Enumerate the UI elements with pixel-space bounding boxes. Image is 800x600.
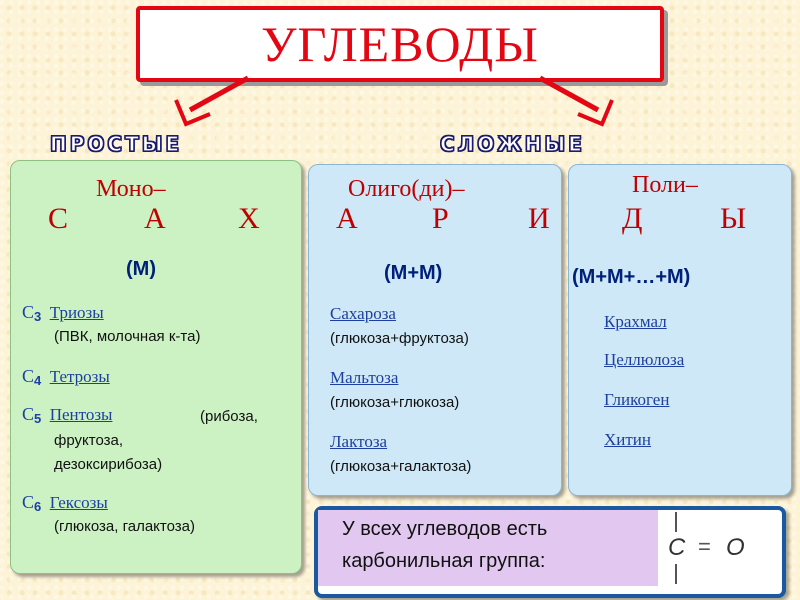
oligo-item-name: Лактоза	[330, 432, 388, 451]
branch-simple-label: ПРОСТЫЕ	[50, 132, 183, 156]
poly-item-name: Гликоген	[604, 390, 670, 409]
carbonyl-double-bond: =	[698, 534, 711, 559]
oligo-item-desc: (глюкоза+галактоза)	[330, 458, 472, 475]
mono-item-desc-inline: (рибоза,	[200, 408, 258, 425]
mono-item-desc: фруктоза,	[54, 432, 124, 449]
mono-item-2	[22, 366, 110, 388]
oligo-prefix: Олиго	[348, 176, 412, 202]
poly-formula: (М+М+…+М)	[572, 266, 691, 288]
poly-item-name: Целлюлоза	[604, 350, 685, 369]
oligo-word-part	[348, 176, 464, 203]
carbonyl-bond-bottom	[675, 564, 677, 584]
big-letter-3: Х	[238, 202, 260, 235]
mono-item-name: Гексозы	[49, 493, 108, 512]
note-line-2: карбонильная группа:	[342, 550, 546, 572]
poly-item-name: Хитин	[604, 430, 651, 449]
mono-item-desc: (ПВК, молочная к-та)	[54, 328, 201, 345]
carbon-count-5: $С_5$	[22, 404, 42, 426]
mono-item-4	[22, 492, 108, 514]
poly-word-part	[632, 172, 698, 199]
poly-panel	[568, 164, 792, 496]
big-letter-2: А	[144, 202, 166, 235]
oligo-dash: –	[452, 176, 465, 202]
carbonyl-o: O	[726, 534, 745, 561]
mono-item-name: Пентозы	[49, 405, 113, 424]
oligo-item-name: Сахароза	[330, 304, 396, 323]
big-letter-5: Р	[432, 202, 449, 235]
poly-item-name: Крахмал	[604, 312, 667, 331]
left-branch-line	[190, 78, 248, 110]
right-branch-line	[540, 78, 598, 110]
poly-prefix: Поли	[632, 172, 686, 198]
mono-item-1	[22, 302, 104, 324]
note-line-1: У всех углеводов есть	[342, 518, 548, 540]
oligo-item-desc: (глюкоза+глюкоза)	[330, 394, 460, 411]
mono-item-3	[22, 404, 112, 426]
big-letter-1: С	[48, 202, 69, 235]
carbon-count-6: $С_6$	[22, 492, 42, 514]
oligo-paren: (ди)	[411, 176, 453, 202]
page-title: УГЛЕВОДЫ	[261, 16, 539, 72]
mono-formula: (М)	[126, 258, 156, 280]
mono-prefix: Моно	[96, 176, 154, 202]
poly-dash: –	[685, 172, 698, 198]
mono-word-part	[96, 176, 166, 203]
oligo-item-name: Мальтоза	[330, 368, 399, 387]
branch-complex-label: СЛОЖНЫЕ	[440, 132, 585, 156]
mono-item-desc: (глюкоза, галактоза)	[54, 518, 195, 535]
mono-item-name: Триозы	[49, 303, 104, 322]
carbon-count-4: $С_4$	[22, 366, 42, 388]
oligo-item-desc: (глюкоза+фруктоза)	[330, 330, 469, 347]
mono-dash: –	[153, 176, 166, 202]
mono-item-desc-2: дезоксирибоза)	[54, 456, 163, 473]
carbonyl-bond-top	[675, 512, 677, 532]
carbonyl-c: C	[668, 534, 686, 561]
carbonyl-formula	[660, 510, 774, 586]
big-letter-7: Д	[622, 202, 643, 235]
mono-item-name: Тетрозы	[49, 367, 110, 386]
big-letter-4: А	[336, 202, 358, 235]
big-letter-6: И	[528, 202, 550, 235]
big-letter-8: Ы	[720, 202, 747, 235]
carbon-count-3: $С_3$	[22, 302, 42, 324]
oligo-formula: (М+М)	[384, 262, 443, 284]
